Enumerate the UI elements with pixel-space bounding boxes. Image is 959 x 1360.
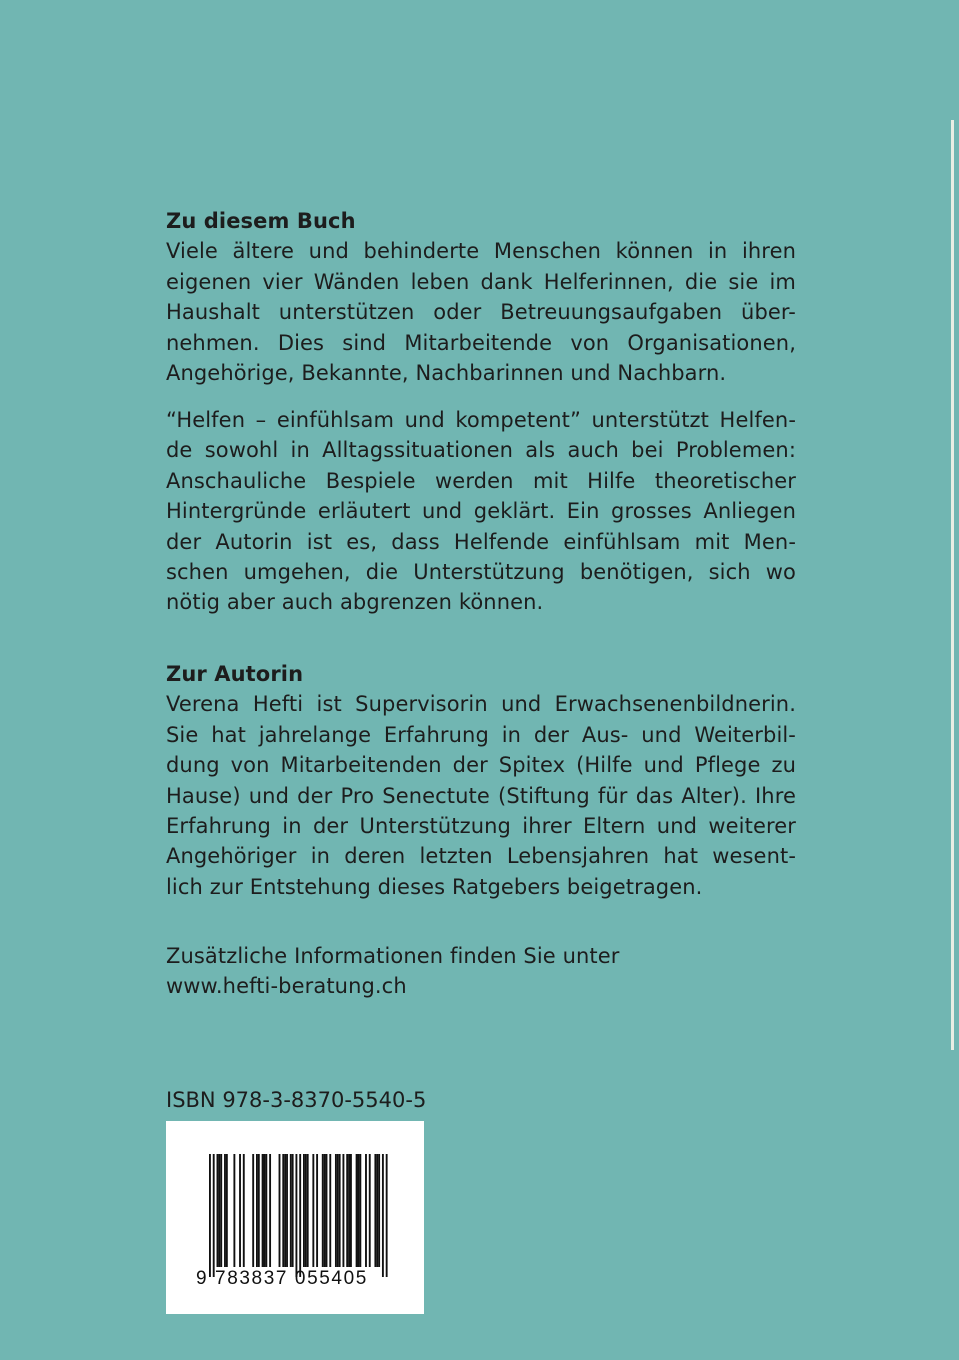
author-description [166, 659, 796, 902]
barcode-bar [279, 1154, 281, 1267]
barcode-bar [322, 1154, 324, 1267]
barcode-bar [299, 1154, 301, 1277]
barcode-bar [307, 1154, 309, 1267]
promo-line: schen umgehen, die Unterstützung benötigen, sich wo [166, 560, 796, 585]
isbn-label: ISBN 978-3-8370-5540-5 [166, 1088, 427, 1112]
barcode-bar [337, 1154, 339, 1267]
barcode-bar [305, 1154, 307, 1267]
barcode-bar [224, 1154, 226, 1267]
barcode-bar [369, 1154, 371, 1267]
barcode-bar [284, 1154, 286, 1267]
book-heading: Zu diesem Buch [166, 209, 356, 233]
barcode-bar [265, 1154, 267, 1267]
author-line: Sie hat jahrelange Erfahrung in der Aus- und Weiterbil- [166, 722, 796, 747]
barcode-bar [295, 1154, 297, 1277]
barcode-bar [213, 1154, 215, 1277]
barcode-bar [335, 1154, 337, 1267]
barcode-bar [292, 1154, 294, 1267]
barcode-bar [348, 1154, 350, 1267]
barcode-bar [358, 1154, 360, 1267]
barcode-bar [339, 1154, 341, 1267]
barcode-bar [239, 1154, 241, 1267]
barcode-bar [316, 1154, 318, 1267]
author-line: Angehöriger in deren letzten Lebensjahren hat wesent- [166, 844, 796, 869]
book-line: nehmen. Dies sind Mitarbeitende von Organisationen, [166, 330, 796, 355]
barcode-bar [329, 1154, 331, 1267]
barcode-bar [326, 1154, 328, 1267]
promo-line: der Autorin ist es, dass Helfende einfühlsam mit Men- [166, 529, 796, 554]
promo-line: de sowohl in Alltagssituationen als auch bei Problemen: [166, 438, 796, 463]
barcode-bar [290, 1154, 292, 1267]
info-text: Zusätzliche Informationen finden Sie unter [166, 944, 620, 968]
barcode-bar [252, 1154, 254, 1267]
website-url: www.hefti-beratung.ch [166, 974, 407, 999]
barcode-bar [218, 1154, 220, 1267]
barcode-bar [286, 1154, 288, 1267]
barcode-bar [382, 1154, 384, 1277]
barcode-bar [365, 1154, 367, 1267]
barcode-bar [386, 1154, 388, 1277]
barcode-bar [312, 1154, 314, 1267]
barcode-bar [374, 1154, 376, 1267]
promo-description [166, 405, 796, 618]
book-line: Angehörige, Bekannte, Nachbarinnen und Nachbarn. [166, 361, 727, 386]
barcode-bar [376, 1154, 378, 1267]
barcode-digits: 9 783837 055405 [196, 1268, 368, 1289]
book-description [166, 206, 796, 388]
barcode-bar [243, 1154, 245, 1267]
author-line: Verena Hefti ist Supervisorin und Erwachsenenbildnerin. [166, 692, 796, 717]
book-line: eigenen vier Wänden leben dank Helferinnen, die sie im [166, 269, 796, 294]
promo-line: “Helfen – einfühlsam und kompetent” unterstützt Helfen- [166, 408, 796, 432]
barcode-bar [269, 1154, 271, 1267]
barcode-bar [262, 1154, 264, 1267]
author-line: dung von Mitarbeitenden der Spitex (Hilfe und Pflege zu [166, 753, 796, 778]
spine-edge-line [951, 120, 954, 1050]
barcode-bar [359, 1154, 361, 1267]
barcode-bar [356, 1154, 358, 1267]
author-line: Hause) und der Pro Senectute (Stiftung für das Alter). Ihre [166, 783, 796, 808]
book-line: Haushalt unterstützen oder Betreuungsaufgaben über- [166, 300, 796, 325]
author-line: Erfahrung in der Unterstützung ihrer Eltern und weiterer [166, 814, 796, 839]
barcode-bar [209, 1154, 211, 1277]
info-section [166, 941, 796, 1002]
barcode-bar [282, 1154, 284, 1267]
author-heading: Zur Autorin [166, 662, 304, 686]
author-line: lich zur Entstehung dieses Ratgebers beigetragen. [166, 874, 703, 899]
barcode-bar [378, 1154, 380, 1267]
barcode-bar [226, 1154, 228, 1267]
barcode-bar [217, 1154, 219, 1267]
barcode-bar [324, 1154, 326, 1267]
promo-line: Hintergründe erläutert und geklärt. Ein grosses Anliegen [166, 499, 796, 524]
barcode-bar [346, 1154, 348, 1267]
barcode [166, 1121, 424, 1314]
barcode-bar [350, 1154, 352, 1267]
promo-line: Anschauliche Bespiele werden mit Hilfe theoretischer [166, 468, 796, 493]
barcode-bar [256, 1154, 258, 1267]
barcode-bar [233, 1154, 235, 1267]
promo-line: nötig aber auch abgrenzen können. [166, 590, 544, 615]
barcode-bar [258, 1154, 260, 1267]
barcode-bar [342, 1154, 344, 1267]
barcode-bar [303, 1154, 305, 1267]
barcode-bar [220, 1154, 222, 1267]
book-line: Viele ältere und behinderte Menschen können in ihren [166, 239, 796, 264]
barcode-bar [264, 1154, 266, 1267]
